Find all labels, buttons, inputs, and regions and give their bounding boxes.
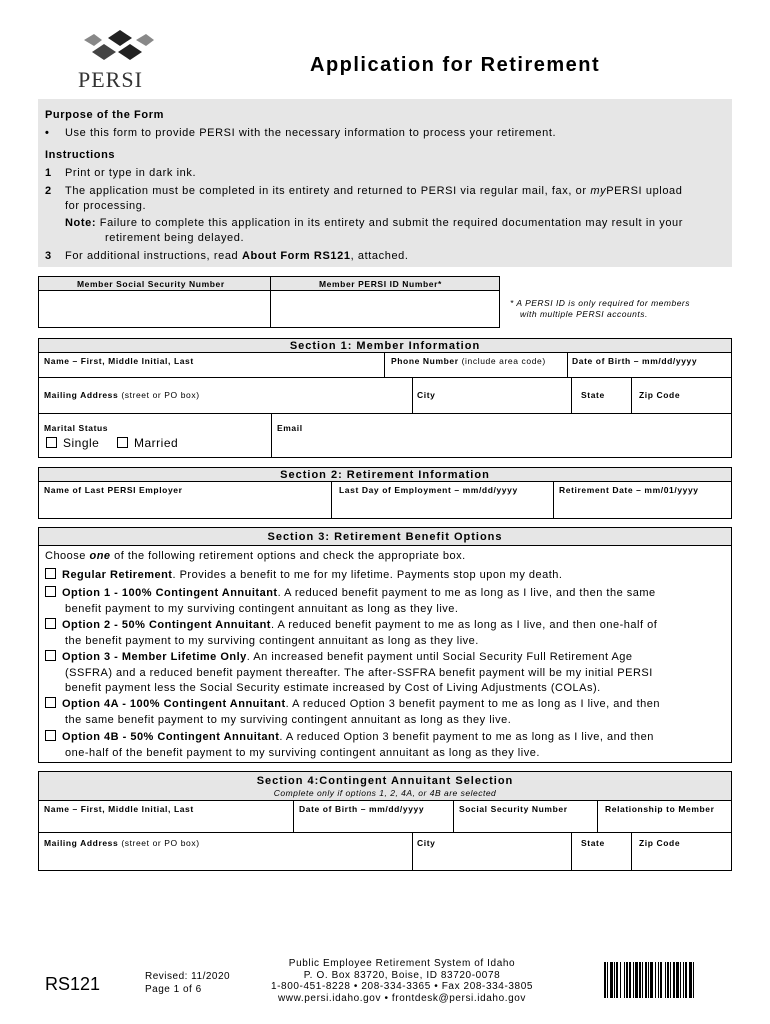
annuitant-ssn-label: Social Security Number bbox=[459, 804, 568, 814]
option-1[interactable]: Option 1 - 100% Contingent Annuitant. A reduced benefit payment to me as long as I live, and then the same benefit payment to my surviving contingent annuitant as long as they live. bbox=[45, 586, 656, 617]
single-label: Single bbox=[63, 436, 100, 450]
page-title: Application for Retirement bbox=[310, 54, 601, 76]
annuitant-dob-label: Date of Birth – mm/dd/yyyy bbox=[299, 804, 425, 814]
married-checkbox[interactable] bbox=[117, 437, 128, 448]
annuitant-mailing-label: Mailing Address (street or PO box) bbox=[44, 838, 200, 848]
instruction-link-text: About Form RS121 bbox=[241, 250, 351, 262]
option-2[interactable]: Option 2 - 50% Contingent Annuitant. A reduced benefit payment to me as long as I live, and then one-half of the benefit payment to my surviving contingent annuitant as long as they live. bbox=[45, 618, 657, 649]
instruction-text: For additional instructions, read bbox=[65, 250, 242, 262]
married-label: Married bbox=[134, 436, 179, 450]
dob-label: Date of Birth – mm/dd/yyyy bbox=[572, 356, 698, 366]
option-text-cont: the same benefit payment to my surviving contingent annuitant as long as they live. bbox=[65, 713, 512, 726]
web-contact: www.persi.idaho.gov • frontdesk@persi.idaho.gov bbox=[277, 992, 527, 1004]
instruction-number: 3 bbox=[45, 250, 52, 262]
instruction-number: 2 bbox=[45, 185, 52, 197]
instruction-text: Print or type in dark ink. bbox=[65, 167, 197, 179]
postal-address: P. O. Box 83720, Boise, ID 83720-0078 bbox=[303, 969, 501, 981]
annuitant-state-label: State bbox=[581, 838, 605, 848]
instruction-item bbox=[45, 167, 196, 179]
instruction-text: The application must be completed in its entirety and returned to PERSI via regular mail, fax, or bbox=[65, 185, 591, 197]
persi-id-label: Member PERSI ID Number* bbox=[319, 279, 442, 289]
purpose-text: Use this form to provide PERSI with the necessary information to process your retirement. bbox=[65, 127, 557, 139]
employer-label: Name of Last PERSI Employer bbox=[44, 485, 183, 495]
section-title: Section 2: Retirement Information bbox=[39, 468, 731, 482]
name-label: Name – First, Middle Initial, Last bbox=[44, 356, 194, 366]
option-checkbox[interactable] bbox=[45, 618, 56, 629]
married-option[interactable] bbox=[117, 436, 178, 450]
option-4a[interactable]: Option 4A - 100% Contingent Annuitant. A reduced Option 3 benefit payment to me as long as I live, and then the same benefit payment to my surviving contingent annuitant as long as they live. bbox=[45, 697, 660, 728]
instructions-heading: Instructions bbox=[45, 149, 116, 161]
page-number: Page 1 of 6 bbox=[145, 984, 202, 995]
annuitant-zip-label: Zip Code bbox=[639, 838, 681, 848]
note-text: Failure to complete this application in its entirety and submit the required documentation may result in your bbox=[99, 217, 684, 229]
instruction-item bbox=[45, 185, 683, 197]
option-3[interactable]: Option 3 - Member Lifetime Only. An increased benefit payment until Social Security Full Retirement Age (SSFRA) and a reduced benefit payment thereafter. The after-SSFRA benefit payment will be my initial PERSI benefit payment less the Social Security estimate increased by Cost of Living Adjustments (COLAs). bbox=[45, 650, 653, 697]
mailing-label: Mailing Address (street or PO box) bbox=[44, 390, 200, 400]
instruction-text: PERSI upload bbox=[606, 185, 683, 197]
section-header bbox=[39, 772, 731, 801]
instruction-number: 1 bbox=[45, 167, 52, 179]
option-text-cont: benefit payment to my surviving contingent annuitant as long as they live. bbox=[65, 602, 459, 615]
phone-label: Phone Number (include area code) bbox=[391, 356, 546, 366]
revised-date: Revised: 11/2020 bbox=[145, 971, 231, 982]
option-regular[interactable]: Regular Retirement. Provides a benefit to me for my lifetime. Payments stop upon my death. bbox=[45, 568, 562, 584]
section-member-information bbox=[38, 338, 732, 458]
option-text-cont: (SSFRA) and a reduced benefit payment thereafter. The after-SSFRA benefit payment will be my initial PERSI bbox=[65, 666, 653, 679]
ssn-field[interactable] bbox=[41, 293, 268, 325]
option-text-cont: one-half of the benefit payment to my surviving contingent annuitant as long as they live. bbox=[65, 746, 540, 759]
option-checkbox[interactable] bbox=[45, 697, 56, 708]
option-checkbox[interactable] bbox=[45, 586, 56, 597]
bullet-icon: • bbox=[45, 127, 50, 139]
state-label: State bbox=[581, 390, 605, 400]
option-text-cont: the benefit payment to my surviving contingent annuitant as long as they live. bbox=[65, 634, 479, 647]
persi-id-note bbox=[510, 298, 690, 320]
zip-label: Zip Code bbox=[639, 390, 681, 400]
instruction-text-em: my bbox=[590, 185, 607, 197]
options-intro: Choose one of the following retirement options and check the appropriate box. bbox=[45, 550, 466, 562]
org-name: Public Employee Retirement System of Idaho bbox=[288, 958, 516, 969]
last-day-label: Last Day of Employment – mm/dd/yyyy bbox=[339, 485, 518, 495]
annuitant-name-label: Name – First, Middle Initial, Last bbox=[44, 804, 194, 814]
barcode-icon bbox=[604, 962, 732, 998]
instruction-text: , attached. bbox=[350, 250, 409, 262]
instruction-item bbox=[45, 250, 409, 262]
persi-id-field[interactable] bbox=[272, 293, 498, 325]
persi-id-note-line: * A PERSI ID is only required for members bbox=[510, 298, 691, 308]
form-number: RS121 bbox=[45, 974, 101, 994]
revision-info bbox=[145, 970, 230, 996]
email-label: Email bbox=[277, 423, 303, 433]
option-checkbox[interactable] bbox=[45, 730, 56, 741]
single-checkbox[interactable] bbox=[46, 437, 57, 448]
section-title: Section 1: Member Information bbox=[39, 339, 731, 353]
note-text-cont: retirement being delayed. bbox=[105, 232, 245, 244]
section-title: Section 3: Retirement Benefit Options bbox=[39, 528, 731, 546]
section-retirement-information bbox=[38, 467, 732, 519]
note-label: Note: bbox=[65, 217, 97, 229]
relationship-label: Relationship to Member bbox=[605, 804, 715, 814]
logo-text: PERSI bbox=[78, 67, 143, 92]
option-checkbox[interactable] bbox=[45, 650, 56, 661]
annuitant-city-label: City bbox=[417, 838, 436, 848]
marital-label: Marital Status bbox=[44, 423, 109, 433]
city-label: City bbox=[417, 390, 436, 400]
section-title: Section 4:Contingent Annuitant Selection bbox=[256, 775, 514, 787]
purpose-item bbox=[45, 127, 556, 139]
phone-numbers: 1-800-451-8228 • 208-334-3365 • Fax 208-334-3805 bbox=[270, 981, 534, 992]
section-subtitle: Complete only if options 1, 2, 4A, or 4B are selected bbox=[273, 788, 497, 798]
section-contingent-annuitant bbox=[38, 771, 732, 871]
member-id-box bbox=[38, 276, 500, 328]
id-divider bbox=[270, 277, 271, 327]
purpose-heading: Purpose of the Form bbox=[45, 109, 164, 121]
note bbox=[65, 217, 683, 229]
option-4b[interactable]: Option 4B - 50% Contingent Annuitant. A reduced Option 3 benefit payment to me as long as I live, and then one-half of the benefit payment to my surviving contingent annuitant as long as they live. bbox=[45, 730, 654, 761]
single-option[interactable] bbox=[46, 436, 99, 450]
persi-id-note-line: with multiple PERSI accounts. bbox=[520, 309, 648, 319]
instruction-text-cont: for processing. bbox=[65, 200, 147, 212]
option-text-cont: benefit payment less the Social Security estimate increased by Cost of Living Adjustments (COLAs). bbox=[65, 682, 601, 694]
option-checkbox[interactable] bbox=[45, 568, 56, 579]
ssn-label: Member Social Security Number bbox=[77, 279, 225, 289]
footer-address bbox=[252, 958, 552, 1004]
retirement-date-label: Retirement Date – mm/01/yyyy bbox=[559, 485, 699, 495]
